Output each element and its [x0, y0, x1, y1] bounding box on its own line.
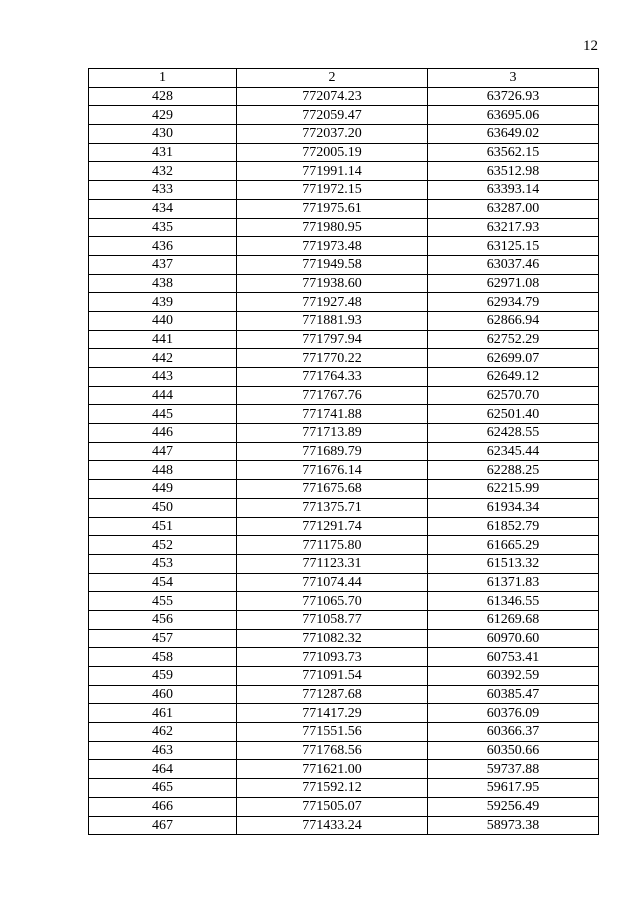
table-row: [89, 704, 599, 723]
x-coordinate-cell: 771991.14: [237, 162, 428, 181]
y-coordinate-cell: 61665.29: [428, 536, 599, 555]
table-row: [89, 554, 599, 573]
x-coordinate-cell: 772059.47: [237, 106, 428, 125]
table-row: [89, 816, 599, 835]
y-coordinate-cell: 61513.32: [428, 554, 599, 573]
point-number-cell: 456: [89, 610, 237, 629]
table-row: [89, 368, 599, 387]
x-coordinate-cell: 771949.58: [237, 255, 428, 274]
x-coordinate-cell: 771676.14: [237, 461, 428, 480]
table-header: [89, 69, 599, 88]
table-row: [89, 125, 599, 144]
table-row: [89, 517, 599, 536]
y-coordinate-cell: 61934.34: [428, 498, 599, 517]
point-number-cell: 446: [89, 424, 237, 443]
table-row: [89, 274, 599, 293]
x-coordinate-cell: 771980.95: [237, 218, 428, 237]
table-row: [89, 162, 599, 181]
y-coordinate-cell: 62428.55: [428, 424, 599, 443]
x-coordinate-cell: 771973.48: [237, 237, 428, 256]
table-row: [89, 311, 599, 330]
point-number-cell: 460: [89, 685, 237, 704]
y-coordinate-cell: 63393.14: [428, 181, 599, 200]
y-coordinate-cell: 59256.49: [428, 797, 599, 816]
point-number-cell: 461: [89, 704, 237, 723]
point-number-cell: 438: [89, 274, 237, 293]
y-coordinate-cell: 61346.55: [428, 592, 599, 611]
y-coordinate-cell: 60385.47: [428, 685, 599, 704]
y-coordinate-cell: 63037.46: [428, 255, 599, 274]
x-coordinate-cell: 771093.73: [237, 648, 428, 667]
table-row: [89, 573, 599, 592]
column-header-number: 1: [89, 69, 237, 88]
y-coordinate-cell: 62699.07: [428, 349, 599, 368]
table-row: [89, 386, 599, 405]
x-coordinate-cell: 772074.23: [237, 87, 428, 106]
x-coordinate-cell: 771505.07: [237, 797, 428, 816]
y-coordinate-cell: 63649.02: [428, 125, 599, 144]
x-coordinate-cell: 771433.24: [237, 816, 428, 835]
y-coordinate-cell: 63726.93: [428, 87, 599, 106]
x-coordinate-cell: 771074.44: [237, 573, 428, 592]
y-coordinate-cell: 63695.06: [428, 106, 599, 125]
point-number-cell: 436: [89, 237, 237, 256]
point-number-cell: 431: [89, 143, 237, 162]
x-coordinate-cell: 771881.93: [237, 311, 428, 330]
point-number-cell: 443: [89, 368, 237, 387]
y-coordinate-cell: 62866.94: [428, 311, 599, 330]
table-row: [89, 629, 599, 648]
x-coordinate-cell: 771291.74: [237, 517, 428, 536]
y-coordinate-cell: 62288.25: [428, 461, 599, 480]
x-coordinate-cell: 771713.89: [237, 424, 428, 443]
point-number-cell: 450: [89, 498, 237, 517]
x-coordinate-cell: 771082.32: [237, 629, 428, 648]
table-row: [89, 199, 599, 218]
y-coordinate-cell: 62570.70: [428, 386, 599, 405]
y-coordinate-cell: 62971.08: [428, 274, 599, 293]
y-coordinate-cell: 60970.60: [428, 629, 599, 648]
y-coordinate-cell: 60392.59: [428, 667, 599, 686]
point-number-cell: 447: [89, 442, 237, 461]
point-number-cell: 433: [89, 181, 237, 200]
x-coordinate-cell: 771767.76: [237, 386, 428, 405]
table-row: [89, 685, 599, 704]
point-number-cell: 465: [89, 779, 237, 798]
y-coordinate-cell: 61852.79: [428, 517, 599, 536]
x-coordinate-cell: 771065.70: [237, 592, 428, 611]
table-row: [89, 106, 599, 125]
table-row: [89, 405, 599, 424]
table-row: [89, 480, 599, 499]
point-number-cell: 454: [89, 573, 237, 592]
table-row: [89, 181, 599, 200]
x-coordinate-cell: 771287.68: [237, 685, 428, 704]
point-number-cell: 449: [89, 480, 237, 499]
x-coordinate-cell: 771621.00: [237, 760, 428, 779]
x-coordinate-cell: 771975.61: [237, 199, 428, 218]
point-number-cell: 453: [89, 554, 237, 573]
table-row: [89, 536, 599, 555]
point-number-cell: 435: [89, 218, 237, 237]
x-coordinate-cell: 771058.77: [237, 610, 428, 629]
point-number-cell: 445: [89, 405, 237, 424]
x-coordinate-cell: 771689.79: [237, 442, 428, 461]
point-number-cell: 457: [89, 629, 237, 648]
table-row: [89, 87, 599, 106]
point-number-cell: 437: [89, 255, 237, 274]
column-header-y: 3: [428, 69, 599, 88]
y-coordinate-cell: 62752.29: [428, 330, 599, 349]
x-coordinate-cell: 771927.48: [237, 293, 428, 312]
header-row: [89, 69, 599, 88]
page-number: 12: [583, 38, 598, 54]
y-coordinate-cell: 59737.88: [428, 760, 599, 779]
point-number-cell: 452: [89, 536, 237, 555]
x-coordinate-cell: 771175.80: [237, 536, 428, 555]
y-coordinate-cell: 63562.15: [428, 143, 599, 162]
y-coordinate-cell: 61371.83: [428, 573, 599, 592]
point-number-cell: 459: [89, 667, 237, 686]
column-header-x: 2: [237, 69, 428, 88]
point-number-cell: 451: [89, 517, 237, 536]
point-number-cell: 440: [89, 311, 237, 330]
point-number-cell: 458: [89, 648, 237, 667]
table-row: [89, 237, 599, 256]
y-coordinate-cell: 62934.79: [428, 293, 599, 312]
table-row: [89, 592, 599, 611]
point-number-cell: 439: [89, 293, 237, 312]
x-coordinate-cell: 771741.88: [237, 405, 428, 424]
x-coordinate-cell: 771972.15: [237, 181, 428, 200]
point-number-cell: 455: [89, 592, 237, 611]
point-number-cell: 444: [89, 386, 237, 405]
x-coordinate-cell: 771592.12: [237, 779, 428, 798]
x-coordinate-cell: 771938.60: [237, 274, 428, 293]
x-coordinate-cell: 771375.71: [237, 498, 428, 517]
point-number-cell: 463: [89, 741, 237, 760]
x-coordinate-cell: 772005.19: [237, 143, 428, 162]
table-row: [89, 797, 599, 816]
table-row: [89, 349, 599, 368]
point-number-cell: 442: [89, 349, 237, 368]
y-coordinate-cell: 60753.41: [428, 648, 599, 667]
x-coordinate-cell: 771417.29: [237, 704, 428, 723]
x-coordinate-cell: 771764.33: [237, 368, 428, 387]
table-row: [89, 293, 599, 312]
table-row: [89, 779, 599, 798]
table-row: [89, 498, 599, 517]
y-coordinate-cell: 60366.37: [428, 723, 599, 742]
x-coordinate-cell: 771675.68: [237, 480, 428, 499]
point-number-cell: 434: [89, 199, 237, 218]
point-number-cell: 430: [89, 125, 237, 144]
y-coordinate-cell: 62215.99: [428, 480, 599, 499]
y-coordinate-cell: 63217.93: [428, 218, 599, 237]
point-number-cell: 464: [89, 760, 237, 779]
y-coordinate-cell: 62501.40: [428, 405, 599, 424]
table-row: [89, 461, 599, 480]
table-row: [89, 218, 599, 237]
table-row: [89, 648, 599, 667]
y-coordinate-cell: 62649.12: [428, 368, 599, 387]
point-number-cell: 441: [89, 330, 237, 349]
x-coordinate-cell: 771551.56: [237, 723, 428, 742]
point-number-cell: 428: [89, 87, 237, 106]
y-coordinate-cell: 58973.38: [428, 816, 599, 835]
table-row: [89, 143, 599, 162]
table-row: [89, 667, 599, 686]
point-number-cell: 462: [89, 723, 237, 742]
table-row: [89, 610, 599, 629]
y-coordinate-cell: 59617.95: [428, 779, 599, 798]
y-coordinate-cell: 62345.44: [428, 442, 599, 461]
x-coordinate-cell: 771123.31: [237, 554, 428, 573]
coordinates-table: [88, 68, 599, 835]
table-row: [89, 330, 599, 349]
point-number-cell: 466: [89, 797, 237, 816]
table-row: [89, 741, 599, 760]
y-coordinate-cell: 61269.68: [428, 610, 599, 629]
table-row: [89, 723, 599, 742]
x-coordinate-cell: 772037.20: [237, 125, 428, 144]
table-row: [89, 442, 599, 461]
point-number-cell: 467: [89, 816, 237, 835]
table-body: [89, 87, 599, 835]
x-coordinate-cell: 771770.22: [237, 349, 428, 368]
table-row: [89, 255, 599, 274]
y-coordinate-cell: 63287.00: [428, 199, 599, 218]
y-coordinate-cell: 60350.66: [428, 741, 599, 760]
x-coordinate-cell: 771768.56: [237, 741, 428, 760]
point-number-cell: 432: [89, 162, 237, 181]
table-row: [89, 760, 599, 779]
y-coordinate-cell: 63125.15: [428, 237, 599, 256]
table-row: [89, 424, 599, 443]
x-coordinate-cell: 771091.54: [237, 667, 428, 686]
point-number-cell: 448: [89, 461, 237, 480]
y-coordinate-cell: 63512.98: [428, 162, 599, 181]
point-number-cell: 429: [89, 106, 237, 125]
x-coordinate-cell: 771797.94: [237, 330, 428, 349]
y-coordinate-cell: 60376.09: [428, 704, 599, 723]
